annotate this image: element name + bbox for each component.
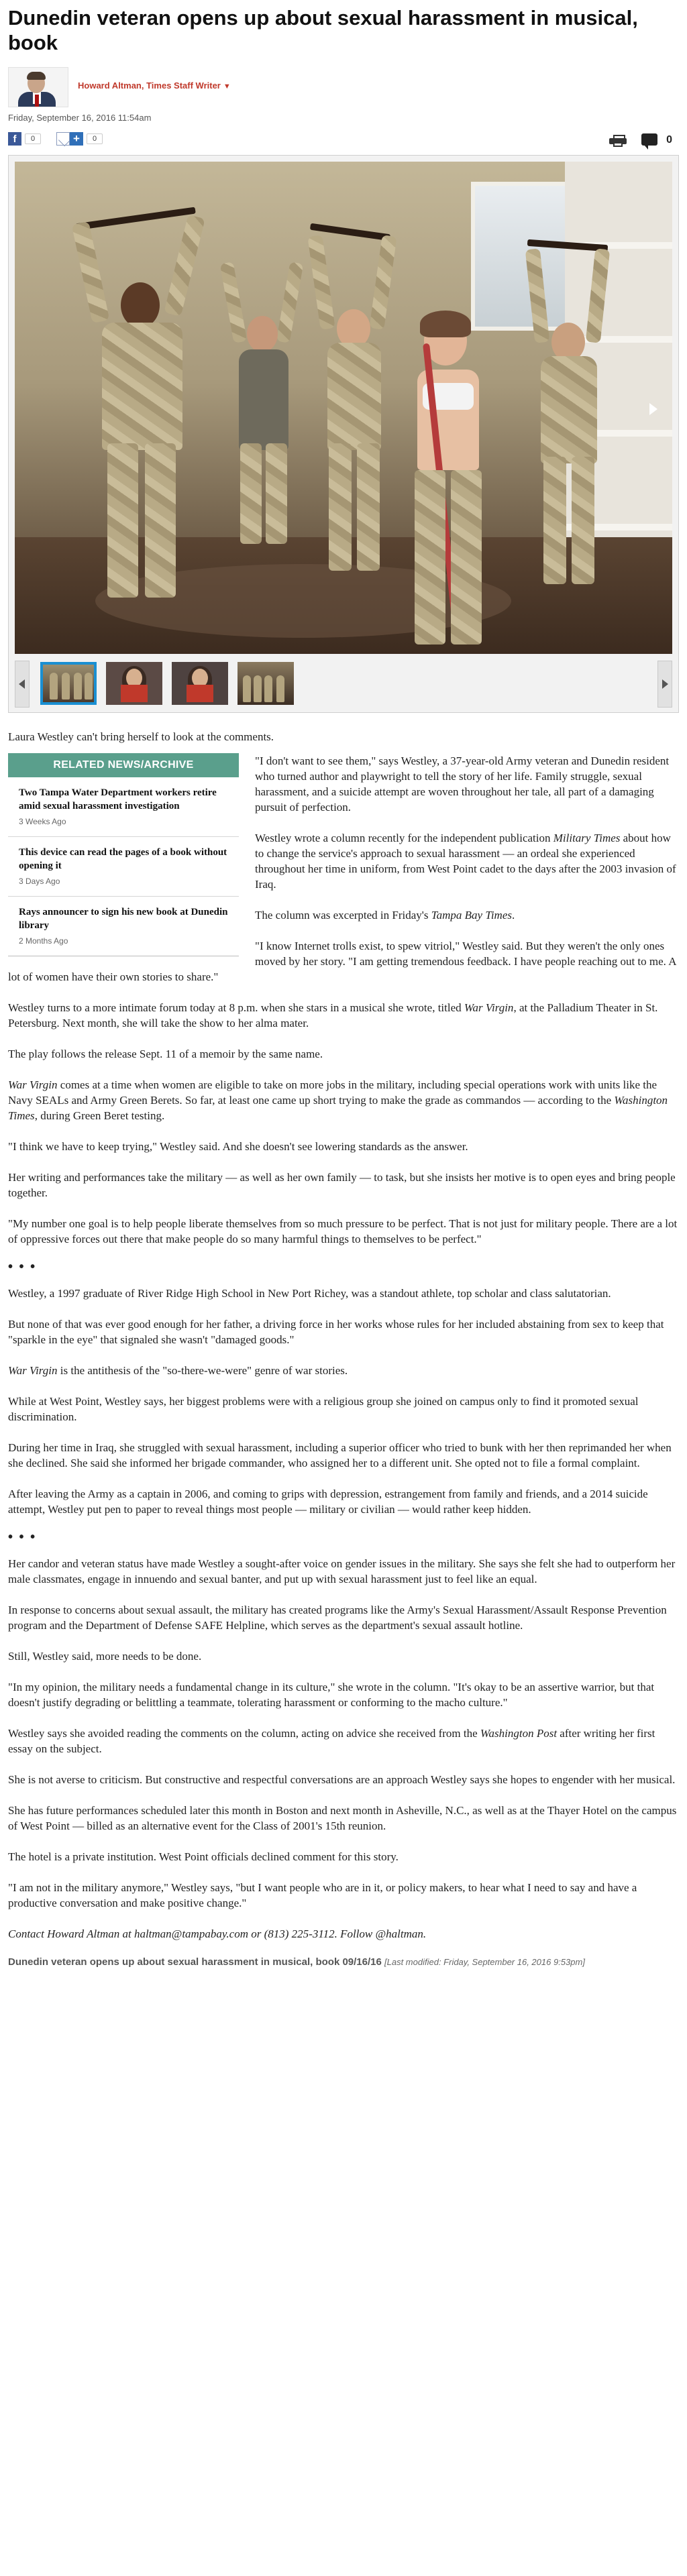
paragraph: The hotel is a private institution. West Point officials declined comment for this story. <box>8 1850 399 1863</box>
title-name: War Virgin <box>464 1001 514 1014</box>
related-item-age: 3 Weeks Ago <box>19 817 66 826</box>
thumbnail-1[interactable] <box>40 662 97 705</box>
comment-count[interactable]: 0 <box>666 134 672 146</box>
gallery-main-photo[interactable] <box>15 162 672 654</box>
paragraph: During her time in Iraq, she struggled with sexual harassment, including a superior officer who tried to bunk with her then reprimanded her when she declined. She said she informed her brigade commander, who assigned her to a different unit. She opted not to file a formal complaint. <box>8 1441 672 1469</box>
paragraph: Westley turns to a more intimate forum today at 8 p.m. when she stars in a musical she wrote, titled War Virgin, at the Palladium Theater in St. Petersburg. Next month, she will take the show to her alma mater. <box>8 1001 658 1029</box>
photo-gallery <box>8 155 679 713</box>
paragraph: The column was excerpted in Friday's Tampa Bay Times. <box>255 909 515 921</box>
paragraph: The play follows the release Sept. 11 of a memoir by the same name. <box>8 1048 323 1060</box>
thumbnail-4[interactable] <box>237 662 294 705</box>
author-contact: Contact Howard Altman at haltman@tampabay.com or (813) 225-3112. Follow @haltman. <box>8 1927 427 1940</box>
article-headline: Dunedin veteran opens up about sexual harassment in musical, book <box>8 6 638 54</box>
author-name: Howard Altman, Times Staff Writer <box>78 80 221 91</box>
related-item-title[interactable]: Rays announcer to sign his new book at Dunedin library <box>19 907 228 931</box>
section-separator: • • • <box>8 1259 37 1274</box>
paragraph: But none of that was ever good enough for her father, a driving force in her works whose rules for her included abstaining from sex to keep that "sparkle in the eye" that signaled she wasn't "damaged goods." <box>8 1318 664 1346</box>
paragraph: "I think we have to keep trying," Westley said. And she doesn't see lowering standards as the answer. <box>8 1140 468 1153</box>
publication-name: Washington Times <box>8 1094 668 1122</box>
article-footer <box>8 1954 679 1970</box>
chevron-left-icon[interactable] <box>19 679 25 689</box>
paragraph: She is not averse to criticism. But constructive and respectful conversations are an approach Westley says she hopes to engender with her musical. <box>8 1773 676 1786</box>
paragraph: "I know Internet trolls exist, to spew vitriol," Westley said. But they weren't the only ones moved by her story. "I am getting tremendous feedback. I have people reaching out to me. A lot of women have their own stories to share." <box>8 940 676 983</box>
print-icon[interactable] <box>609 135 627 147</box>
thumbnail-prev-button[interactable] <box>15 661 30 708</box>
paragraph: Her candor and veteran status have made Westley a sought-after voice on gender issues in the military. She says she felt she had to outperform her male classmates, engage in innuendo and sexual banter, and put up with sexual harassment just to feel like an equal. <box>8 1557 676 1585</box>
share-toolbar <box>8 129 679 152</box>
plus-share-icon[interactable]: + <box>70 132 83 146</box>
facebook-share-count: 0 <box>25 133 41 144</box>
email-icon[interactable] <box>56 132 70 146</box>
related-item[interactable] <box>8 837 239 897</box>
section-separator: • • • <box>8 1530 37 1545</box>
thumbnail-2[interactable] <box>106 662 162 705</box>
related-news-header: RELATED NEWS/ARCHIVE <box>8 753 239 777</box>
related-item[interactable] <box>8 897 239 956</box>
title-name: War Virgin <box>8 1078 58 1091</box>
related-item-age: 2 Months Ago <box>19 936 68 946</box>
paragraph: While at West Point, Westley says, her biggest problems were with a religious group she joined on campus only to find it promoted sexual discrimination. <box>8 1395 639 1423</box>
related-item[interactable] <box>8 777 239 837</box>
related-item-age: 3 Days Ago <box>19 877 60 886</box>
related-item-title[interactable]: Two Tampa Water Department workers retire amid sexual harassment investigation <box>19 787 217 811</box>
paragraph: Westley wrote a column recently for the independent publication Military Times about how to change the service's approach to sexual harassment — an ordeal she experienced throughout her time in uniform, from West Point cadet to the days after the 2003 invasion of Iraq. <box>255 832 676 891</box>
comment-icon[interactable] <box>641 133 657 146</box>
title-name: War Virgin <box>8 1364 58 1377</box>
photo-caption: Laura Westley can't bring herself to look at the comments. <box>8 730 274 743</box>
paragraph: "In my opinion, the military needs a fundamental change in its culture," she wrote in the column. "It's okay to be an assertive warrior, but that doesn't justify degrading or belittling a teammate, tolerating harassment or conforming to the macho culture." <box>8 1681 655 1709</box>
gallery-next-arrow-icon[interactable] <box>649 403 657 415</box>
byline <box>8 67 679 107</box>
related-news-box <box>8 753 239 956</box>
email-share-count: 0 <box>87 133 103 144</box>
author-link[interactable] <box>78 80 231 91</box>
paragraph: "I don't want to see them," says Westley, a 37-year-old Army veteran and Dunedin resident who turned author and playwright to tell the story of her life. Family struggle, sexual harassment, and a suicide attempt are woven throughout her tale, all part of a damaging pursuit of perfection. <box>255 754 670 814</box>
paragraph: Still, Westley said, more needs to be done. <box>8 1650 202 1663</box>
paragraph: War Virgin is the antithesis of the "so-there-we-were" genre of war stories. <box>8 1364 348 1377</box>
dateline: Friday, September 16, 2016 11:54am <box>8 113 152 123</box>
email-share-button[interactable] <box>56 132 103 146</box>
thumbnail-strip <box>15 661 672 708</box>
caret-down-icon[interactable]: ▼ <box>223 82 231 91</box>
thumbnail-next-button[interactable] <box>657 661 672 708</box>
paragraph: "My number one goal is to help people liberate themselves from so much pressure to be perfect. That is not just for military people. There are a lot of oppressive forces out there that make people do so many harmful things to themselves to be perfect." <box>8 1217 678 1245</box>
author-photo <box>8 67 68 107</box>
thumbnail-3[interactable] <box>172 662 228 705</box>
article-page <box>0 5 687 1970</box>
chevron-right-icon[interactable] <box>662 679 668 689</box>
paragraph: Westley, a 1997 graduate of River Ridge High School in New Port Richey, was a standout athlete, top scholar and class salutatorian. <box>8 1287 611 1300</box>
publication-name: Tampa Bay Times <box>431 909 512 921</box>
paragraph: After leaving the Army as a captain in 2006, and coming to grips with depression, estrangement from family and friends, and a 2014 suicide attempt, Westley put pen to paper to reveal things most people — military or civilian — would rather keep hidden. <box>8 1488 648 1516</box>
related-item-title[interactable]: This device can read the pages of a book without opening it <box>19 847 227 871</box>
paragraph: She has future performances scheduled later this month in Boston and next month in Asheville, N.C., as well as at the Thayer Hotel on the campus of West Point — billed as an alternative event for the Class of 2001's 15th reunion. <box>8 1804 677 1832</box>
paragraph: War Virgin comes at a time when women are eligible to take on more jobs in the military, including special operations work with units like the Navy SEALs and Army Green Berets. So far, at least one came up short trying to make the grade as commandos — according to the Washington Times, during Green Beret testing. <box>8 1078 668 1122</box>
article-body <box>8 753 679 1970</box>
publication-name: Washington Post <box>480 1727 558 1740</box>
paragraph: "I am not in the military anymore," Westley says, "but I want people who are in it, or policy makers, to hear what I need to say and have a productive conversation and make positive change." <box>8 1881 637 1909</box>
footer-title: Dunedin veteran opens up about sexual harassment in musical, book 09/16/16 <box>8 1956 382 1968</box>
last-modified: [Last modified: Friday, September 16, 2016 9:53pm] <box>384 1957 585 1967</box>
paragraph: Her writing and performances take the military — as well as her own family — to task, but she insists her motive is to open eyes and bring people together. <box>8 1171 676 1199</box>
paragraph: Westley says she avoided reading the comments on the column, acting on advice she received from the Washington Post after writing her first essay on the subject. <box>8 1727 655 1755</box>
facebook-share-button[interactable] <box>8 132 41 146</box>
publication-name: Military Times <box>553 832 621 844</box>
facebook-icon[interactable]: f <box>8 132 21 146</box>
paragraph: In response to concerns about sexual assault, the military has created programs like the Army's Sexual Harassment/Assault Response Prevention program and the Department of Defense SAFE Helpline, which serves as the department's sexual assault hotline. <box>8 1604 667 1632</box>
